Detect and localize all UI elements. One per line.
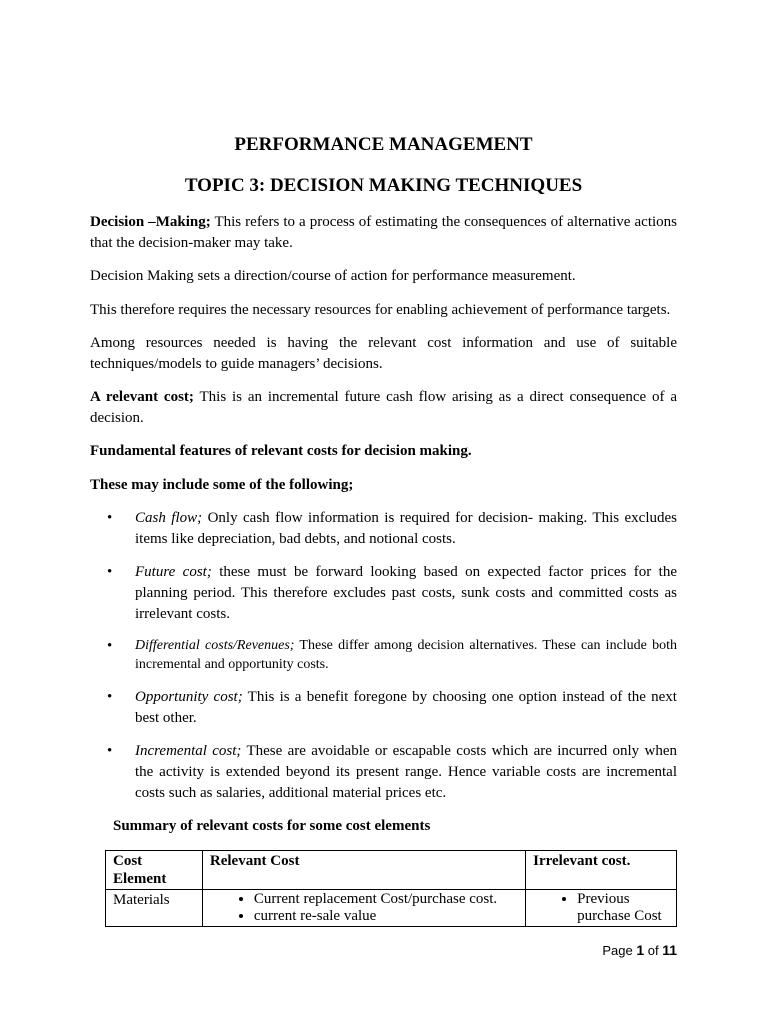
document-title: PERFORMANCE MANAGEMENT [234,134,533,155]
definition-relevant-cost [90,387,677,429]
topic-title: TOPIC 3: DECISION MAKING TECHNIQUES [184,175,583,196]
list-term: Future cost; [135,564,212,580]
list-text: These differ among decision alternatives. These can include both incremental and opportunity costs. [135,638,678,672]
term: Decision –Making; [90,214,211,230]
column-header: Irrelevant cost. [526,851,677,890]
section-heading: Fundamental features of relevant costs for decision making. [90,443,472,459]
table-cell [526,890,677,927]
list-term: Differential costs/Revenues; [135,638,295,653]
list-item: • current re-sale value [254,908,518,925]
column-header: Cost Element [106,851,203,890]
definition-text: This is an incremental future cash flow arising as a direct consequence of a decision. [90,389,677,426]
paragraph: Among resources needed is having the relevant cost information and use of suitable techniques/models to guide managers’ decisions. [90,335,677,372]
list-text: Only cash flow information is required for decision- making. This excludes items like depreciation, bad debts, and notional costs. [135,510,677,547]
list-text: these must be forward looking based on expected factor prices for the planning period. This therefore excludes past costs, sunk costs and committed costs as irrelevant costs. [135,564,677,622]
list-text: These are avoidable or escapable costs which are incurred only when the activity is extended beyond its present range. Hence variable costs are incremental costs such as salaries, additional material prices etc. [135,743,677,801]
table-cell [202,890,525,927]
of-word: of [644,943,663,958]
bullet-icon: • [107,689,113,705]
bullet-icon: • [107,510,113,526]
paragraph: This therefore requires the necessary resources for enabling achievement of performance targets. [90,302,671,318]
column-header: Relevant Cost [202,851,525,890]
paragraph: Decision Making sets a direction/course of action for performance measurement. [90,268,576,284]
page-total: 11 [662,942,677,958]
table-header-row [106,851,677,890]
term: A relevant cost; [90,389,194,405]
bullet-icon: • [107,638,113,654]
bullet-icon: • [107,564,113,580]
section-heading: These may include some of the following; [90,477,354,493]
page-footer [602,942,677,958]
list-item: • Previous purchase Cost [577,891,669,925]
definition-text: This refers to a process of estimating the consequences of alternative actions that the decision-maker may take. [90,214,677,251]
list-text: This is a benefit foregone by choosing one option instead of the next best other. [135,689,677,726]
list-item: • Current replacement Cost/purchase cost. [254,891,518,908]
list-term: Cash flow; [135,510,203,526]
table-row [106,890,677,927]
definition-decision-making [90,212,677,254]
page-number: 1 [636,942,645,958]
list-term: Incremental cost; [135,743,242,759]
table-cell: Materials [106,890,203,927]
bullet-icon: • [107,743,113,759]
table-title: Summary of relevant costs for some cost elements [113,818,431,834]
list-term: Opportunity cost; [135,689,243,705]
relevant-costs-table [105,850,677,927]
page-word: Page [602,943,637,958]
